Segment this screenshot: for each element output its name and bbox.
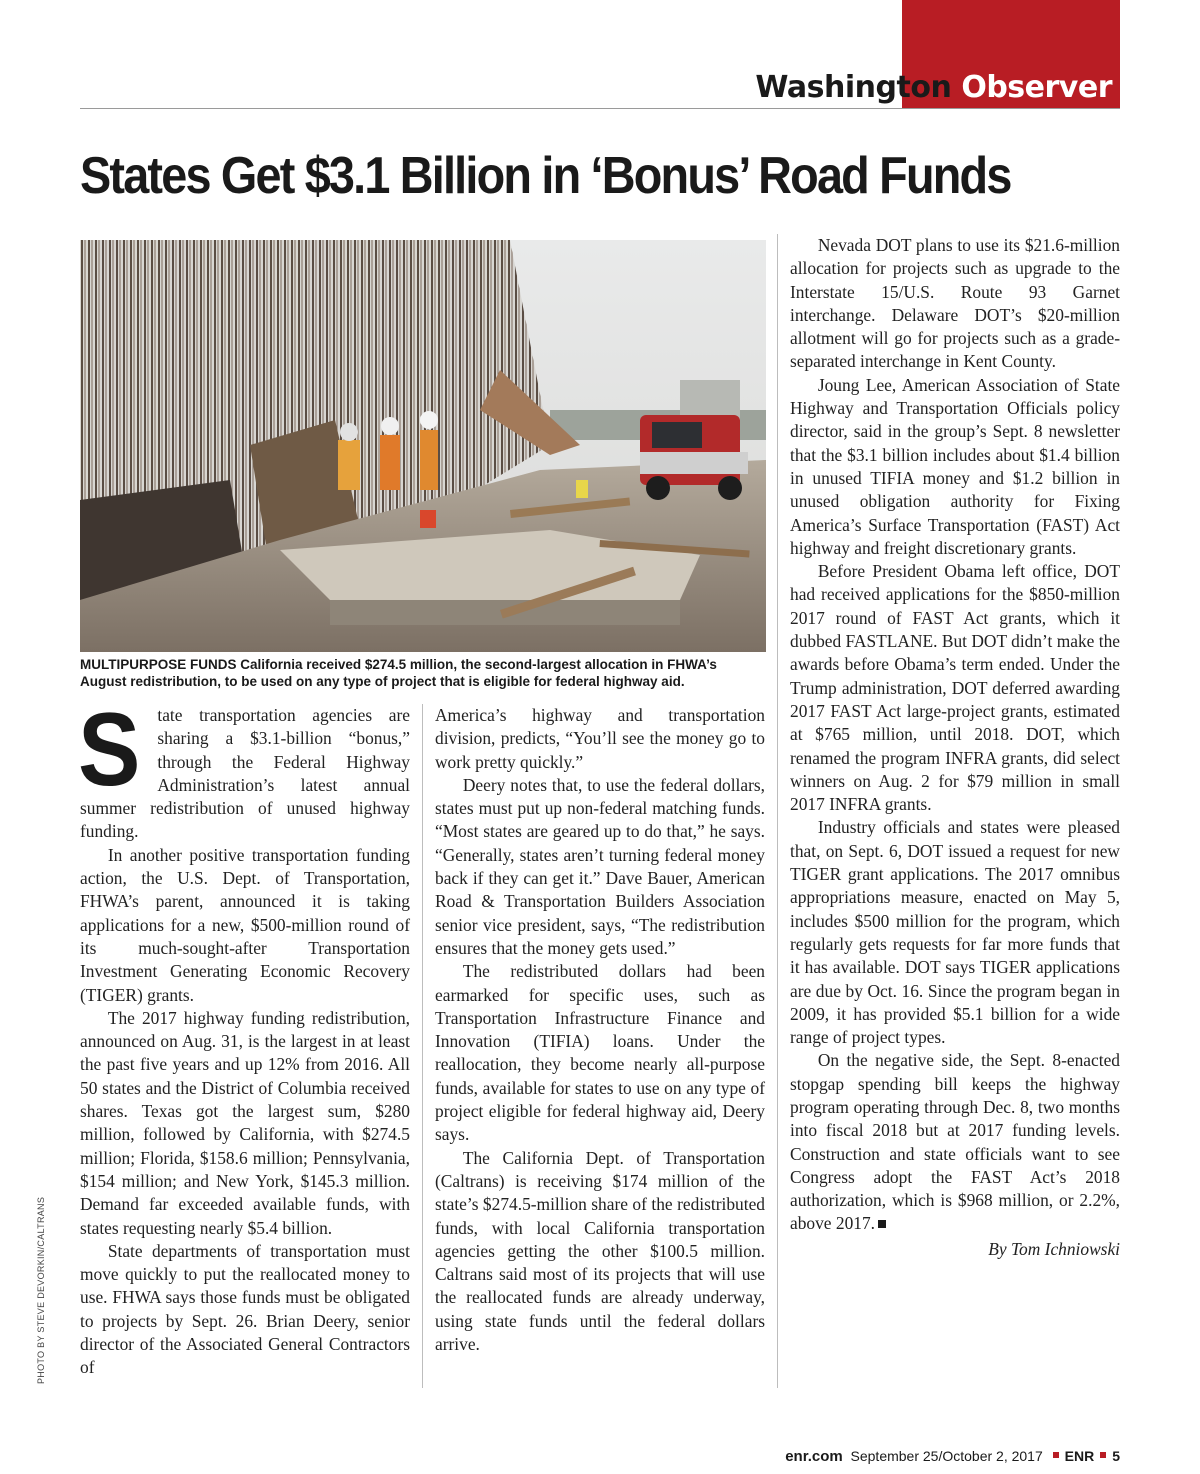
caption-text: California received $274.5 million, the second-largest allocation in FHWA’s August redistribution, to be used on any type of project that is eligible for federal highway aid. xyxy=(80,657,717,689)
article-paragraph: America’s highway and transportation division, predicts, “You’ll see the money go to work pretty quickly.” xyxy=(435,705,765,772)
section-label xyxy=(600,70,1120,108)
end-mark-icon xyxy=(878,1220,886,1228)
caption-kicker: MULTIPURPOSE FUNDS xyxy=(80,657,237,672)
page-footer xyxy=(785,1448,1120,1465)
byline: By Tom Ichniowski xyxy=(988,1238,1120,1259)
article-column-3 xyxy=(790,234,1120,1261)
article-paragraph: The redistributed dollars had been earmarked for specific uses, such as Transportation Infrastructure Finance and Innovation (TIFIA) loans. Under the reallocation, they become nearly all-purpose funds, available for states to use on any type of project eligible for federal highway aid, Deery says. xyxy=(435,961,765,1145)
article-paragraph: State departments of transportation must move quickly to put the reallocated money to use. FHWA says those funds must be obligated to projects by Sept. 26. Brian Deery, senior director of the Associated General Contractors of xyxy=(80,1240,410,1378)
footer-date: September 25/October 2, 2017 xyxy=(850,1448,1043,1464)
article-photo xyxy=(80,240,766,652)
article-paragraph xyxy=(790,1049,1120,1235)
page-number: 5 xyxy=(1112,1448,1120,1464)
photo-credit: PHOTO BY STEVE DEVORKIN/CALTRANS xyxy=(36,1196,46,1384)
article-paragraph: Joung Lee, American Association of State Highway and Transportation Officials policy director, said in the group’s Sept. 8 newsletter that the $3.1 billion includes about $1.4 billion in unused TIFIA money and $1.2 billion in unused obligation authority for Fixing America’s Surface Transportation (FAST) Act highway and freight discretionary grants. xyxy=(790,374,1120,558)
paragraph-text: On the negative side, the Sept. 8-enacted stopgap spending bill keeps the highway program operating through Dec. 8, two months into fiscal 2018 but at 2017 funding levels. Construction and state officials want to see Congress adopt the FAST Act’s 2018 authorization, which is $968 million, or 2.2%, above 2017. xyxy=(790,1050,1120,1234)
paragraph-text: tate transportation agencies are sharing a $3.1-billion “bonus,” through the Federal Highway Administration’s latest annual summer redistribution of unused highway funding. xyxy=(80,705,410,842)
article-paragraph: Deery notes that, to use the federal dollars, states must put up non-federal matching funds. “Most states are geared up to do that,” he says. “Generally, states aren’t turning federal money back if they can get it.” Dave Bauer, American Road & Transportation Builders Association senior vice president, says, “The redistribution ensures that the money gets used.” xyxy=(435,774,765,958)
section-word-washington: Washington xyxy=(755,70,952,105)
footer-separator-icon xyxy=(1053,1452,1059,1458)
footer-separator-icon xyxy=(1100,1452,1106,1458)
article-column-1 xyxy=(78,692,410,1380)
article-paragraph: Industry officials and states were pleased that, on Sept. 6, DOT issued a request for new TIGER grant applications. The 2017 omnibus appropriations measure, enacted on May 5, includes $500 million for the program, which regularly gets requests for far more funds that it has available. DOT says TIGER applications are due by Oct. 16. Since the program began in 2009, it has provided $5.1 billion for a wide range of project types. xyxy=(790,817,1120,1048)
column-divider-2 xyxy=(777,234,778,1388)
drop-cap: S xyxy=(78,692,141,808)
construction-site-photo xyxy=(80,240,766,652)
section-word-observer: Observer xyxy=(961,70,1112,105)
footer-site: enr.com xyxy=(785,1448,843,1465)
header-rule xyxy=(80,108,1120,109)
article-paragraph: The 2017 highway funding redistribution, announced on Aug. 31, is the largest in at least the past five years and up 12% from 2016. All 50 states and the District of Columbia received shares. Texas got the largest sum, $280 million, followed by California, with $274.5 million; Florida, $158.6 million; Pennsylvania, $154 million; and New York, $145.3 million. Demand far exceeded available funds, with states requesting nearly $5.4 billion. xyxy=(80,1007,410,1238)
footer-magazine: ENR xyxy=(1064,1448,1095,1464)
article-paragraph: Before President Obama left office, DOT had received applications for the $850-million 2017 round of FAST Act grants, which it dubbed FASTLANE. But DOT didn’t make the awards before Obama’s term ended. Under the Trump administration, DOT deferred awarding 2017 FAST Act large-project grants, estimated at $765 million, until 2018. DOT, which renamed the program INFRA grants, did select winners on Aug. 2 for $79 million in small 2017 INFRA grants. xyxy=(790,561,1120,815)
article-paragraph xyxy=(78,692,410,844)
column-divider-1 xyxy=(422,704,423,1388)
article-paragraph: In another positive transportation funding action, the U.S. Dept. of Transportation, FHWA’s parent, announced it is taking applications for a new, $500-million round of its much-sought-after Transportation Investment Generating Economic Recovery (TIGER) grants. xyxy=(80,844,410,1005)
article-paragraph: The California Dept. of Transportation (Caltrans) is receiving $174 million of the state’s $274.5-million share of the redistributed funds, with local California transportation agencies getting the other $100.5 million. Caltrans said most of its projects that will use the reallocated funds are already underway, using state funds until the federal dollars arrive. xyxy=(435,1147,765,1355)
article-column-2 xyxy=(435,704,765,1356)
article-paragraph: Nevada DOT plans to use its $21.6-million allocation for projects such as upgrade to the Interstate 15/U.S. Route 93 Garnet interchange. Delaware DOT’s $20-million allotment will go for projects such as a grade-separated interchange in Kent County. xyxy=(790,235,1120,372)
photo-caption xyxy=(80,656,766,690)
headline: States Get $3.1 Billion in ‘Bonus’ Road Funds xyxy=(80,147,1011,205)
